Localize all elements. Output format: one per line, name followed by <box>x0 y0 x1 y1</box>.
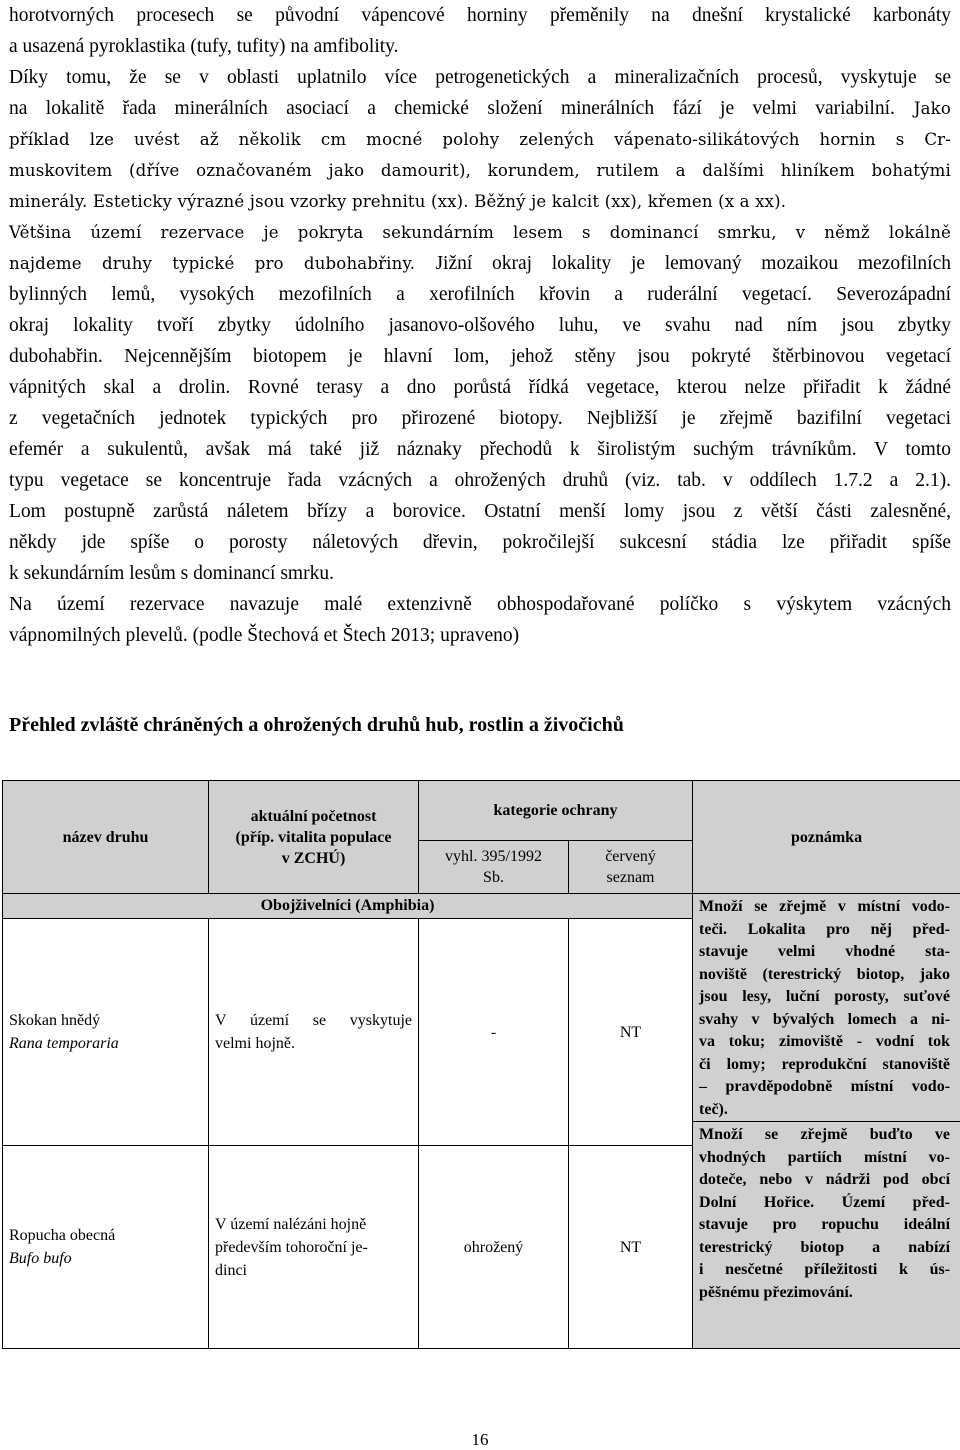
text-line <box>9 217 951 248</box>
header-red-list-line: seznam <box>569 867 692 888</box>
law-category-cell: - <box>419 919 569 1146</box>
section-heading: Přehled zvláště chráněných a ohrožených druhů hub, rostlin a živočichů <box>9 714 624 737</box>
header-red-list <box>569 841 693 894</box>
species-name-cell <box>3 919 209 1146</box>
text-span: k sekundárním lesům s dominancí smrku. <box>9 563 334 584</box>
text-span: na lokalitě řada minerálních asociací a chemické složení minerálních fází je velmi variabilní. <box>9 98 895 119</box>
text-line <box>9 620 951 651</box>
text-line <box>9 155 951 186</box>
species-common-name: Ropucha obecná <box>9 1224 202 1247</box>
species-name-cell <box>3 1146 209 1349</box>
text-span: Díky tomu, že se v oblasti uplatnilo více petrogenetických a mineralizačních procesů, vyskytuje se <box>9 67 951 88</box>
note-line: stavuje pro ropuchu ideální <box>699 1214 950 1237</box>
note-line: Množí se zřejmě v místní vodo- <box>699 896 950 919</box>
header-law-line: Sb. <box>419 867 568 888</box>
note-line: va toku; zimoviště - vodní tok <box>699 1031 950 1054</box>
page-number: 16 <box>0 1430 960 1450</box>
species-latin-name: Rana temporaria <box>9 1032 202 1055</box>
population-line: V území se vyskytuje <box>215 1009 412 1032</box>
header-population-line: v ZCHÚ) <box>209 848 418 869</box>
text-span: efemér a sukulentů, avšak má také již náznaky přechodů k širolistým suchým trávníkům. V tomto <box>9 439 951 460</box>
note-line: doteče, nebo v nádrži pod obcí <box>699 1169 950 1192</box>
text-span: Většina území rezervace je pokryta sekundárním lesem s dominancí smrku, v němž lokálně <box>9 223 951 242</box>
note-line: či lomy; reprodukční stanoviště <box>699 1054 950 1077</box>
note-line: noviště (terestrický biotop, jako <box>699 964 950 987</box>
population-line: dinci <box>215 1259 412 1282</box>
header-law-category <box>419 841 569 894</box>
text-span: Jako <box>895 99 951 118</box>
text-line <box>9 62 951 93</box>
text-line <box>9 279 951 310</box>
text-line <box>9 31 951 62</box>
table-header-row <box>3 781 960 841</box>
group-label: Obojživelníci (Amphibia) <box>3 894 693 919</box>
population-line: V území nalézáni hojně <box>215 1213 412 1236</box>
text-span: někdy jde spíše o porosty náletových dřevin, pokročilejší sukcesní stádia lze přiřadit spíše <box>9 532 951 553</box>
text-span: z vegetačních jednotek typických pro přirozené biotopy. Nejbližší je zřejmě bazifilní vegetaci <box>9 408 951 429</box>
population-line: především tohoroční je- <box>215 1236 412 1259</box>
population-cell <box>209 1146 419 1349</box>
header-note: poznámka <box>693 781 960 894</box>
text-line <box>9 465 951 496</box>
note-cell-bufo <box>693 1122 960 1304</box>
note-line: stavuje velmi vhodné sta- <box>699 941 950 964</box>
species-table <box>2 780 960 1349</box>
header-population-line: (příp. vitalita populace <box>209 827 418 848</box>
text-span: Jižní okraj lokality je lemovaný mozaikou mezofilních <box>435 253 951 274</box>
header-law-line: vyhl. 395/1992 <box>419 846 568 867</box>
note-line: – pravděpodobně místní vodo- <box>699 1076 950 1099</box>
population-cell <box>209 919 419 1146</box>
text-span: minerály. Esteticky výrazné jsou vzorky prehnitu (xx). Běžný je kalcit (xx), křemen (x a xx). <box>9 192 786 211</box>
header-species-name: název druhu <box>3 781 209 894</box>
note-cell-rana <box>693 894 960 1122</box>
text-span: vápnomilných plevelů. (podle Štechová et Štech 2013; upraveno) <box>9 625 519 646</box>
note-line: Dolní Hořice. Území před- <box>699 1192 950 1215</box>
note-line: vhodných partiích místní vo- <box>699 1147 950 1170</box>
note-line: teč). <box>699 1099 950 1122</box>
header-red-list-line: červený <box>569 846 692 867</box>
population-line: velmi hojně. <box>215 1032 412 1055</box>
note-line: Množí se zřejmě buďto ve <box>699 1124 950 1147</box>
text-line <box>9 558 951 589</box>
text-span: vápnitých skal a drolin. Rovné terasy a dno porůstá řídká vegetace, kterou nelze přiřadit k žádné <box>9 377 951 398</box>
body-text <box>9 0 951 651</box>
text-line <box>9 372 951 403</box>
text-line <box>9 341 951 372</box>
text-line <box>9 186 951 217</box>
text-span: Na území rezervace navazuje malé extenzivně obhospodařované políčko s výskytem vzácných <box>9 594 951 615</box>
text-line <box>9 0 951 31</box>
text-span: bylinných lemů, vysokých mezofilních a xerofilních křovin a ruderální vegetací. Severozápadní <box>9 284 951 305</box>
text-span: Lom postupně zarůstá náletem břízy a borovice. Ostatní menší lomy jsou z větší části zalesněné, <box>9 501 951 522</box>
species-common-name: Skokan hnědý <box>9 1009 202 1032</box>
species-latin-name: Bufo bufo <box>9 1247 202 1270</box>
law-category-cell: ohrožený <box>419 1146 569 1349</box>
header-population-line: aktuální početnost <box>209 806 418 827</box>
text-line <box>9 124 951 155</box>
text-line <box>9 434 951 465</box>
text-line <box>9 310 951 341</box>
note-line: i nesčetné příležitosti k ús- <box>699 1259 950 1282</box>
text-line <box>9 403 951 434</box>
header-population <box>209 781 419 894</box>
text-line <box>9 527 951 558</box>
group-row <box>3 894 960 919</box>
text-span: horotvorných procesech se původní vápencové horniny přeměnily na dnešní krystalické karbonáty <box>9 5 951 26</box>
header-protection-category: kategorie ochrany <box>419 781 693 841</box>
red-list-cell: NT <box>569 919 693 1146</box>
text-line <box>9 248 951 279</box>
text-line <box>9 496 951 527</box>
note-line: pěšnému přezimování. <box>699 1282 950 1305</box>
red-list-cell: NT <box>569 1146 693 1349</box>
note-line: jsou lesy, luční porosty, suťové <box>699 986 950 1009</box>
note-line: terestrický biotop a nabízí <box>699 1237 950 1260</box>
note-line: svahy v bývalých lomech a ni- <box>699 1009 950 1032</box>
text-line <box>9 93 951 124</box>
text-span: dubohabřin. Nejcennějším biotopem je hlavní lom, jehož stěny jsou pokryté štěrbinovou vegetací <box>9 346 951 367</box>
text-span: okraj lokality tvoří zbytky údolního jasanovo-olšového luhu, ve svahu nad ním jsou zbytky <box>9 315 951 336</box>
note-line: teči. Lokalita pro něj před- <box>699 919 950 942</box>
text-span: typu vegetace se koncentruje řada vzácných a ohrožených druhů (viz. tab. v oddílech 1.7.2 a 2.1). <box>9 470 951 491</box>
text-span: muskovitem (dříve označovaném jako damourit), korundem, rutilem a dalšími hliníkem bohatými <box>9 161 951 180</box>
text-line <box>9 589 951 620</box>
notes-column <box>693 894 960 1349</box>
text-span: a usazená pyroklastika (tufy, tufity) na amfibolity. <box>9 36 399 57</box>
text-span: najdeme druhy typické pro dubohabřiny. <box>9 254 435 273</box>
text-span: příklad lze uvést až několik cm mocné polohy zelených vápenato-silikátových hornin s Cr- <box>9 130 951 149</box>
